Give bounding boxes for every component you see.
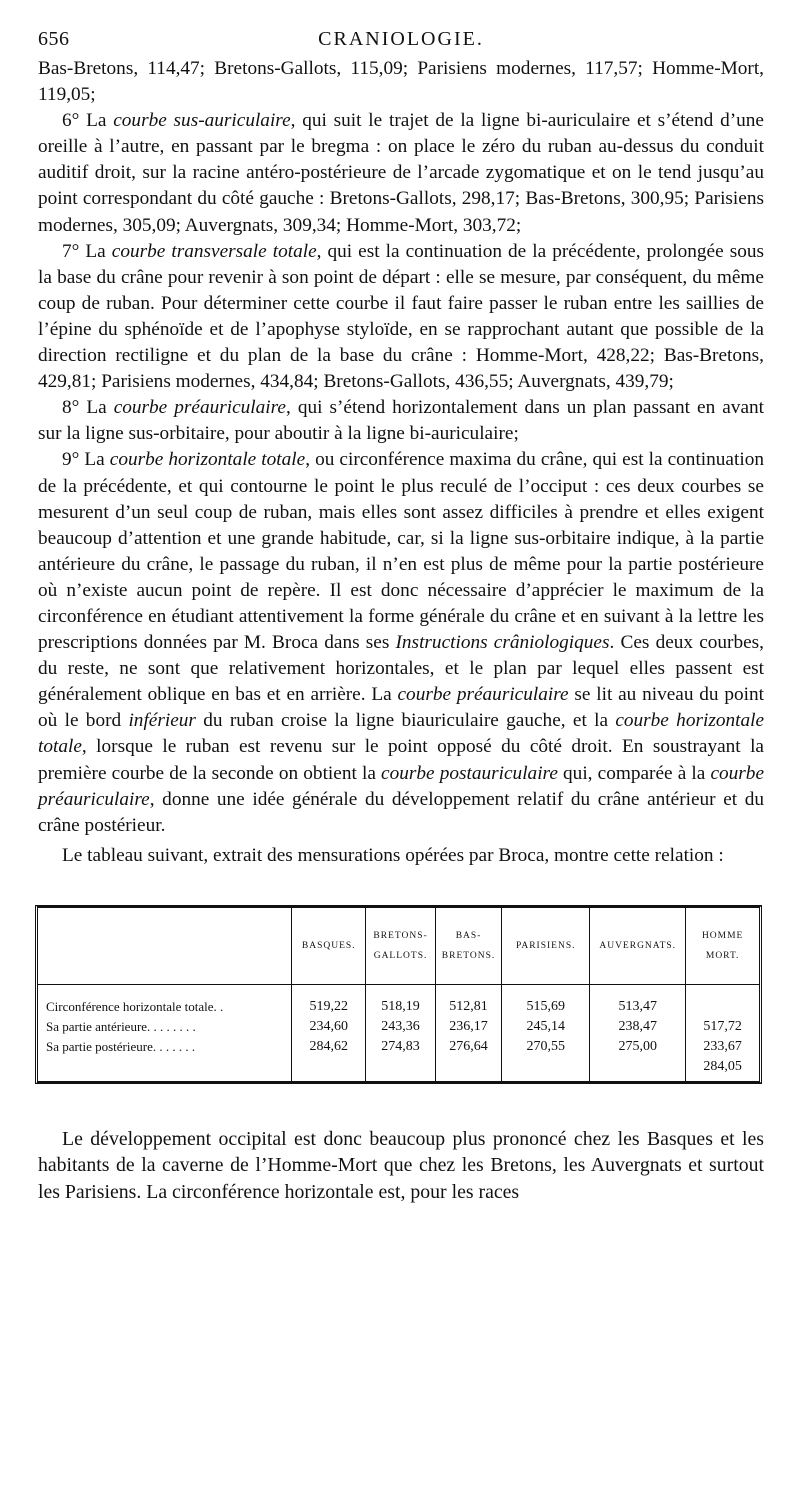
text-run: du ruban croise la ligne biauriculaire gauche, et la — [195, 710, 616, 732]
text-run: 7° La — [62, 240, 112, 262]
paragraph — [38, 843, 764, 869]
text-run: . Ces deux courbes, du reste, ne sont que relativement horizontales, et le plan par lequel elles passent est généralement oblique en bas et en arrière. La — [38, 632, 764, 706]
text-run: , lorsque le ruban est revenu sur le point opposé du côté droit. En soustrayant la première courbe de la seconde on obtient la — [38, 736, 764, 784]
table-cell: 512,81 — [435, 984, 502, 1015]
running-title: CRANIOLOGIE. — [318, 28, 484, 50]
table-cell: 518,19 — [366, 984, 435, 1015]
table-body — [38, 984, 759, 1081]
table-cell — [502, 1055, 590, 1081]
table-cell: 517,72 — [686, 1015, 759, 1035]
paragraph — [38, 395, 764, 447]
italic-term: courbe transversale totale — [111, 240, 317, 262]
row-label: Sa partie postérieure. . . . . . . — [46, 1038, 196, 1054]
italic-term: courbe postauriculaire — [381, 762, 558, 784]
page — [38, 28, 764, 1205]
table-cell: 243,36 — [366, 1015, 435, 1035]
paragraph — [38, 447, 764, 838]
table-row — [38, 984, 759, 1015]
page-header — [38, 28, 764, 54]
table-cell: 245,14 — [502, 1015, 590, 1035]
table-cell: 284,05 — [686, 1055, 759, 1081]
table-row — [38, 1055, 759, 1081]
column-header: PARISIENS. — [502, 908, 590, 985]
text-run: qui, comparée à la — [557, 762, 711, 784]
text-run: , donne une idée générale du développement relatif du crâne antérieur et du crâne postérieur. — [38, 788, 764, 836]
text-run: 9° La — [62, 449, 110, 471]
text-run: 6° La — [62, 110, 114, 132]
table-row — [38, 1015, 759, 1035]
text-run: 8° La — [62, 397, 114, 419]
italic-term: courbe sus-auriculaire — [113, 110, 291, 132]
table-header-row — [38, 908, 759, 985]
table-cell: 276,64 — [435, 1035, 502, 1055]
row-label: Circonférence horizontale totale. . — [46, 998, 224, 1014]
text-run: , qui est la continuation de la précédente, prolongée sous la base du crâne pour revenir à son point de départ : elle se mesure, par conséquent, du même coup de ruban. Pour déterminer cette courbe il faut faire passer le ruban entre les saillies de l’épine du sphénoïde et de l’apophyse styloïde, en se rapprochant autant que possible de la direction rectiligne et du plan de la base du crâne : Homme-Mort, 428,22; Bas-Bretons, 429,81; Parisiens modernes, 434,84; Bretons-Gallots, 436,55; Auvergnats, 439,79; — [38, 240, 765, 393]
table-cell: 270,55 — [502, 1035, 590, 1055]
measurement-table — [35, 905, 762, 1084]
table-cell: 515,69 — [502, 984, 590, 1015]
table-cell — [590, 1055, 686, 1081]
column-header: BASQUES. — [292, 908, 366, 985]
italic-term: courbe préauriculaire — [113, 397, 286, 419]
table-cell — [366, 1055, 435, 1081]
body-text — [38, 56, 764, 869]
page-number: 656 — [38, 28, 70, 50]
text-run: se lit au niveau du point où le bord — [38, 684, 764, 732]
table-cell: 275,00 — [590, 1035, 686, 1055]
table-corner-cell — [38, 908, 292, 985]
table-cell — [292, 1055, 366, 1081]
column-header: BRETONS-GALLOTS. — [366, 908, 435, 985]
table-cell — [686, 984, 759, 1015]
paragraph — [38, 239, 764, 396]
text-run: Bas-Bretons, 114,47; Bretons-Gallots, 115,09; Parisiens modernes, 117,57; Homme-Mort, 119,05; — [38, 58, 764, 106]
text-run: , qui suit le trajet de la ligne bi-auriculaire et s’étend d’une oreille à l’autre, en passant par le bregma : on place le zéro du ruban au-dessus du conduit auditif droit, sur la racine antéro-postérieure de l’arcade zygomatique et on le tend jusqu’au point correspondant du côté gauche : Bretons-Gallots, 298,17; Bas-Bretons, 300,95; Parisiens modernes, 305,09; Auvergnats, 309,34; Homme-Mort, 303,72; — [38, 110, 764, 236]
table-cell: 519,22 — [292, 984, 366, 1015]
italic-term: courbe horizontale totale — [109, 449, 306, 471]
text-run: , qui s’étend horizontalement dans un plan passant en avant sur la ligne sus-orbitaire, pour aboutir à la ligne bi-auriculaire; — [38, 397, 764, 445]
table-row — [38, 1035, 759, 1055]
row-label — [38, 1055, 292, 1081]
table-cell: 233,67 — [686, 1035, 759, 1055]
table-cell — [435, 1055, 502, 1081]
text-run: , ou circonférence maxima du crâne, qui est la continuation de la précédente, et qui contourne le point le plus reculé de l’occiput : ces deux courbes se mesurent d’un seul coup de ruban, mais elles sont assez difficiles à prendre et elles exigent beaucoup d’attention et une grande habitude, car, si la ligne sus-orbitaire indique, à la partie antérieure du crâne, le passage du ruban, il n’en est plus de même pour la partie postérieure où n’existe aucun point de repère. Il est donc nécessaire d’apprécier le maximum de la circonférence en étudiant attentivement la forme générale du crâne et en suivant à la lettre les prescriptions données par M. Broca dans ses — [38, 449, 764, 654]
table-cell: 513,47 — [590, 984, 686, 1015]
italic-term: courbe préauriculaire — [397, 684, 569, 706]
column-header: HOMME MORT. — [686, 908, 759, 985]
italic-term: courbe horizontale totale — [38, 710, 765, 758]
table-cell: 284,62 — [292, 1035, 366, 1055]
table-cell: 274,83 — [366, 1035, 435, 1055]
table-cell: 238,47 — [590, 1015, 686, 1035]
italic-term: inférieur — [128, 710, 196, 732]
paragraph — [38, 108, 764, 238]
paragraph — [38, 56, 764, 108]
text-run: Le tableau suivant, extrait des mensurations opérées par Broca, montre cette relation : — [62, 844, 724, 866]
table-cell: 234,60 — [292, 1015, 366, 1035]
closing-paragraph: Le développement occipital est donc beaucoup plus prononcé chez les Basques et les habitants de la caverne de l’Homme-Mort que chez les Bretons, les Auvergnats et surtout les Parisiens. La circonférence horizontale est, pour les races — [38, 1127, 764, 1203]
closing-text — [38, 1126, 764, 1206]
row-label: Sa partie antérieure. . . . . . . . — [46, 1018, 196, 1034]
table-cell: 236,17 — [435, 1015, 502, 1035]
column-header: BAS-BRETONS. — [435, 908, 502, 985]
column-header: AUVERGNATS. — [590, 908, 686, 985]
italic-term: Instructions crâniologiques — [395, 632, 610, 654]
italic-term: courbe préauriculaire — [38, 762, 765, 810]
